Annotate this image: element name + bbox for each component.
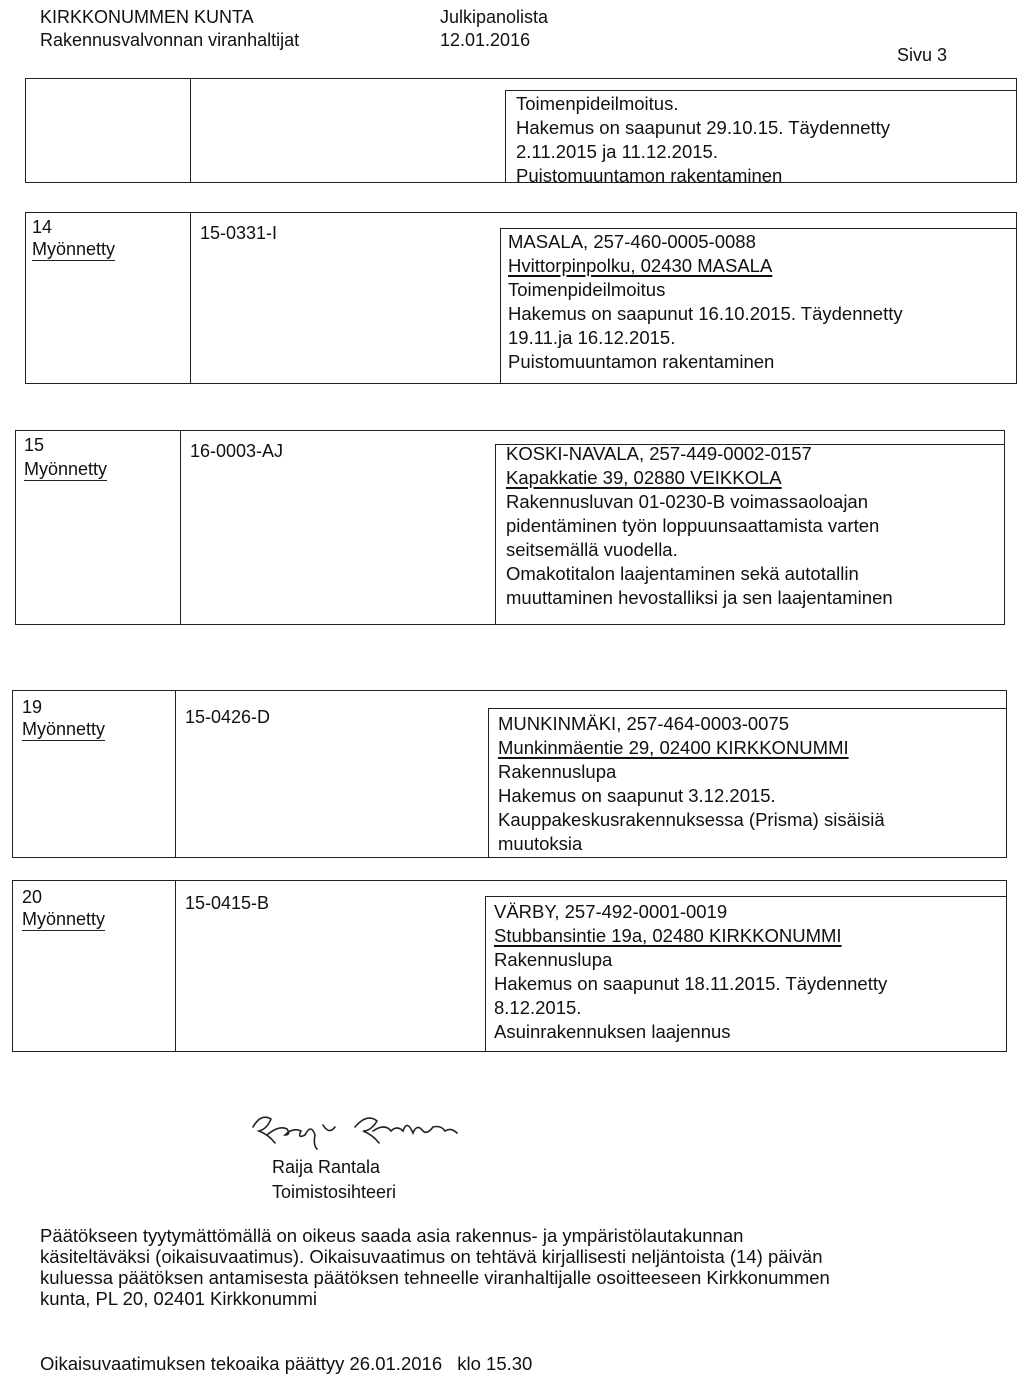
detail-line: 19.11.ja 16.12.2015. — [508, 327, 676, 348]
header-middle — [440, 6, 548, 52]
detail-line: Omakotitalon laajentaminen sekä autotallin — [506, 563, 859, 584]
detail-line: KOSKI-NAVALA, 257-449-0002-0157 — [506, 443, 812, 464]
entry-details — [506, 442, 893, 610]
row-divider — [505, 90, 1017, 91]
appeal-deadline — [40, 1353, 532, 1375]
detail-line: Puistomuuntamon rakentaminen — [516, 165, 783, 186]
detail-line: Rakennuslupa — [494, 949, 613, 970]
row-divider — [500, 228, 1017, 229]
detail-line: pidentäminen työn loppuunsaattamista varten — [506, 515, 880, 536]
detail-line: Toimenpideilmoitus. — [516, 93, 679, 114]
detail-line: 2.11.2015 ja 11.12.2015. — [516, 141, 718, 162]
detail-line: muuttaminen hevostalliksi ja sen laajentaminen — [506, 587, 893, 608]
case-id: 16-0003-AJ — [190, 441, 284, 461]
entry-details — [508, 230, 903, 374]
department-name: Rakennusvalvonnan viranhaltijat — [40, 30, 300, 50]
detail-line: seitsemällä vuodella. — [506, 539, 678, 560]
list-type: Julkipanolista — [440, 7, 549, 27]
appeal-line: kunta, PL 20, 02401 Kirkkonummi — [40, 1288, 317, 1309]
detail-line: Kapakkatie 39, 02880 VEIKKOLA — [506, 467, 782, 488]
detail-line: Munkinmäentie 29, 02400 KIRKKONUMMI — [498, 737, 849, 758]
detail-line: Toimenpideilmoitus — [508, 279, 666, 300]
entry-number: 20 — [22, 887, 43, 907]
deadline-text: Oikaisuvaatimuksen tekoaika päättyy 26.01.2016 — [40, 1353, 443, 1374]
entry-status: Myönnetty — [24, 459, 108, 479]
detail-line: VÄRBY, 257-492-0001-0019 — [494, 901, 728, 922]
case-id: 15-0331-I — [200, 223, 278, 243]
detail-line: Stubbansintie 19a, 02480 KIRKKONUMMI — [494, 925, 842, 946]
column-divider — [488, 708, 489, 858]
entry-status: Myönnetty — [22, 719, 106, 739]
detail-line: muutoksia — [498, 833, 583, 854]
row-divider — [488, 708, 1007, 709]
entry-status: Myönnetty — [32, 239, 116, 259]
signer-title: Toimistosihteeri — [272, 1182, 397, 1202]
signer-block — [272, 1155, 396, 1205]
column-divider — [180, 430, 181, 625]
appeal-notice — [40, 1225, 970, 1309]
column-divider — [505, 90, 506, 183]
signer-name: Raija Rantala — [272, 1157, 381, 1177]
column-divider — [500, 228, 501, 384]
detail-line: Rakennusluvan 01-0230-B voimassaoloajan — [506, 491, 869, 512]
detail-line: Rakennuslupa — [498, 761, 617, 782]
entry-number: 19 — [22, 697, 43, 717]
detail-line: Puistomuuntamon rakentaminen — [508, 351, 775, 372]
page-number: Sivu 3 — [897, 45, 948, 65]
organization-name: KIRKKONUMMEN KUNTA — [40, 7, 254, 27]
entry-status: Myönnetty — [22, 909, 106, 929]
entry-details — [498, 712, 885, 856]
deadline-time: klo 15.30 — [457, 1353, 533, 1374]
detail-line: MUNKINMÄKI, 257-464-0003-0075 — [498, 713, 790, 734]
detail-line: Asuinrakennuksen laajennus — [494, 1021, 731, 1042]
appeal-line: Päätökseen tyytymättömällä on oikeus saada asia rakennus- ja ympäristölautakunnan — [40, 1225, 744, 1246]
entry-number: 14 — [32, 217, 53, 237]
detail-line: Hakemus on saapunut 29.10.15. Täydennetty — [516, 117, 891, 138]
appeal-line: kuluessa päätöksen antamisesta päätöksen tehneelle viranhaltijalle osoitteeseen Kirkkonummen — [40, 1267, 830, 1288]
column-divider — [190, 78, 191, 183]
detail-line: Hakemus on saapunut 3.12.2015. — [498, 785, 776, 806]
case-id: 15-0415-B — [185, 893, 270, 913]
entry-number: 15 — [24, 435, 45, 455]
entry-details — [494, 900, 887, 1044]
handwritten-signature — [245, 1105, 475, 1153]
appeal-line: käsiteltäväksi (oikaisuvaatimus). Oikaisuvaatimus on tehtävä kirjallisesti neljäntoista (14) päivän — [40, 1246, 823, 1267]
detail-line: Hvittorpinpolku, 02430 MASALA — [508, 255, 773, 276]
header-left — [40, 6, 299, 52]
column-divider — [190, 212, 191, 384]
column-divider — [175, 880, 176, 1052]
column-divider — [495, 444, 496, 625]
detail-line: Hakemus on saapunut 16.10.2015. Täydennetty — [508, 303, 903, 324]
list-date: 12.01.2016 — [440, 30, 531, 50]
detail-line: Hakemus on saapunut 18.11.2015. Täydennetty — [494, 973, 888, 994]
detail-line: MASALA, 257-460-0005-0088 — [508, 231, 756, 252]
row-divider — [485, 896, 1007, 897]
column-divider — [485, 896, 486, 1052]
detail-line: 8.12.2015. — [494, 997, 582, 1018]
entry-details — [516, 92, 890, 188]
detail-line: Kauppakeskusrakennuksessa (Prisma) sisäisiä — [498, 809, 885, 830]
case-id: 15-0426-D — [185, 707, 271, 727]
column-divider — [175, 690, 176, 858]
